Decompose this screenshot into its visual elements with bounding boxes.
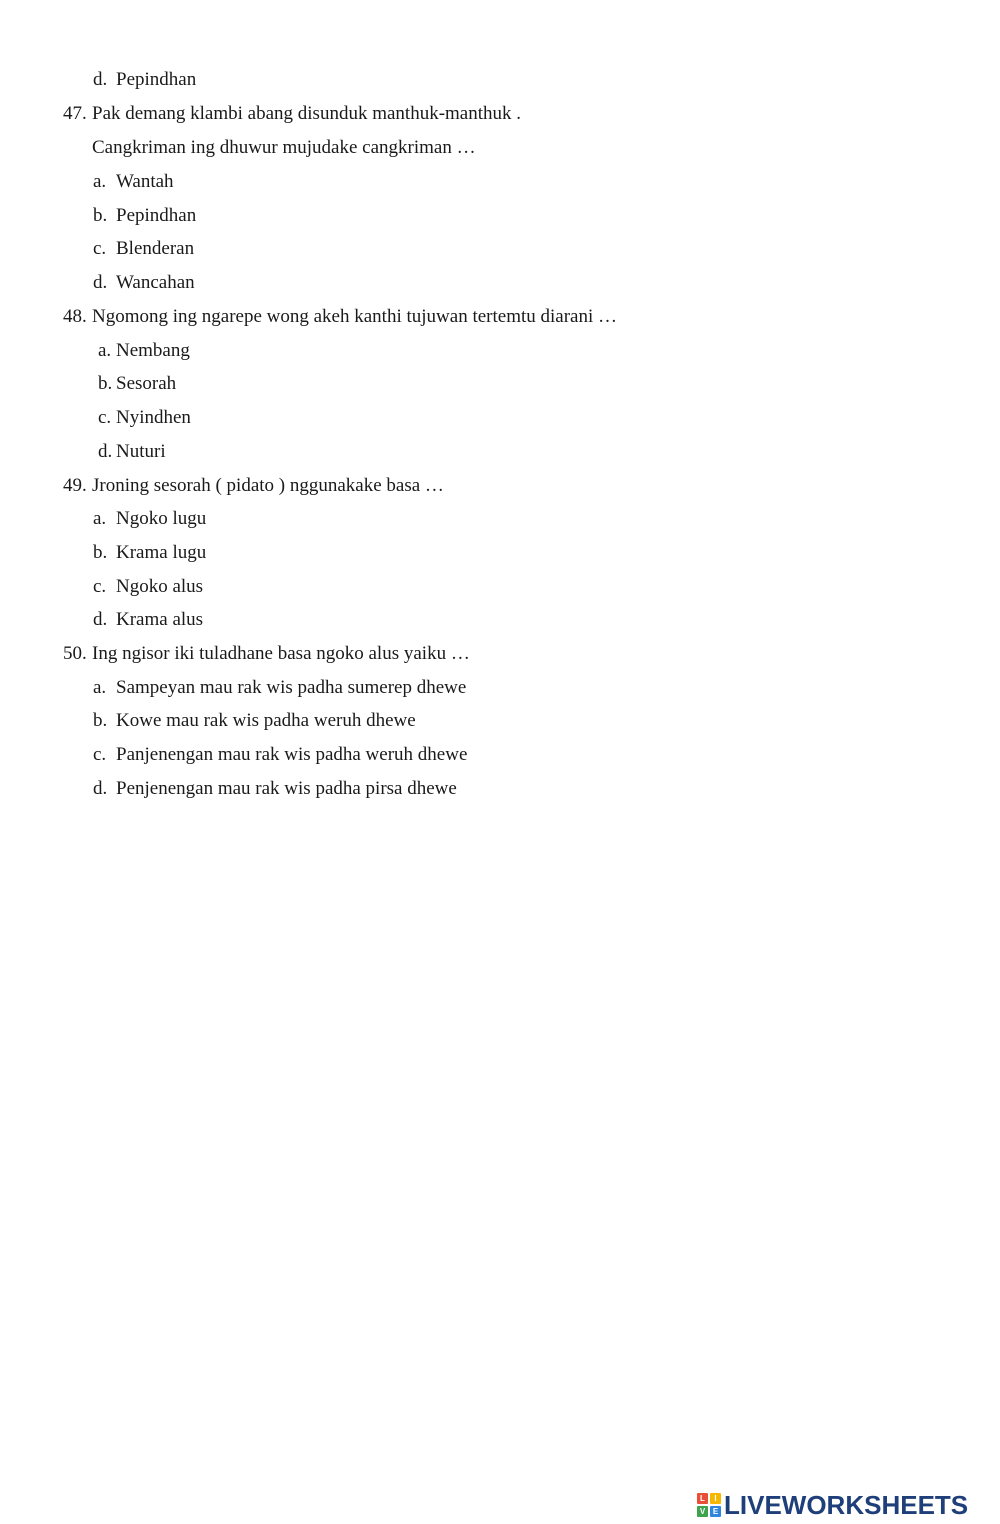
option-label: c.	[93, 576, 107, 597]
logo-letter-v: V	[697, 1506, 708, 1517]
option-label: c.	[93, 744, 107, 765]
option-d-q48	[98, 440, 166, 464]
question-47	[63, 102, 521, 126]
option-text: Nuturi	[116, 441, 166, 462]
option-label: d.	[98, 441, 113, 462]
question-text: Ing ngisor iki tuladhane basa ngoko alus yaiku …	[92, 643, 470, 664]
option-label: b.	[93, 205, 108, 226]
option-text: Pepindhan	[116, 205, 197, 226]
option-b-q48	[98, 372, 176, 396]
logo-letter-e: E	[710, 1506, 721, 1517]
option-d-q50	[93, 777, 457, 801]
option-a-q50	[93, 676, 466, 700]
liveworksheets-logo	[697, 1490, 968, 1520]
option-label: d.	[93, 778, 108, 799]
option-label: c.	[98, 407, 112, 428]
option-text: Krama lugu	[116, 542, 207, 563]
question-number: 49.	[63, 475, 87, 496]
option-text: Ngoko alus	[116, 576, 204, 597]
option-text: Sampeyan mau rak wis padha sumerep dhewe	[116, 677, 467, 698]
logo-wordmark: LIVEWORKSHEETS	[724, 1489, 969, 1520]
option-label: a.	[93, 508, 107, 529]
option-b-q50	[93, 709, 416, 733]
option-d-q46	[93, 68, 196, 92]
question-text: Pak demang klambi abang disunduk manthuk-manthuk .	[92, 103, 522, 124]
option-label: d.	[93, 272, 108, 293]
option-d-q47	[93, 271, 195, 295]
question-50	[63, 642, 470, 666]
option-text: Wantah	[116, 171, 174, 192]
option-b-q47	[93, 204, 196, 228]
option-text: Wancahan	[116, 272, 195, 293]
question-47-continuation	[92, 136, 476, 160]
logo-letter-l: L	[697, 1493, 708, 1504]
question-49	[63, 474, 444, 498]
question-text: Jroning sesorah ( pidato ) nggunakake basa …	[92, 475, 444, 496]
liveworksheets-logo-icon	[697, 1493, 721, 1517]
option-c-q47	[93, 237, 194, 261]
option-text: Krama alus	[116, 609, 204, 630]
option-label: b.	[93, 710, 108, 731]
option-label: a.	[98, 340, 112, 361]
option-text: Penjenengan mau rak wis padha pirsa dhewe	[116, 778, 457, 799]
option-text: Nembang	[116, 340, 190, 361]
option-text: Panjenengan mau rak wis padha weruh dhewe	[116, 744, 468, 765]
option-text: Pepindhan	[116, 69, 197, 90]
option-text: Kowe mau rak wis padha weruh dhewe	[116, 710, 416, 731]
option-text: Ngoko lugu	[116, 508, 207, 529]
option-a-q48	[98, 339, 190, 363]
logo-letter-i: I	[710, 1493, 721, 1504]
question-text: Ngomong ing ngarepe wong akeh kanthi tujuwan tertemtu diarani …	[92, 306, 618, 327]
question-number: 47.	[63, 103, 87, 124]
option-label: d.	[93, 69, 108, 90]
option-c-q49	[93, 575, 203, 599]
option-a-q47	[93, 170, 174, 194]
option-c-q48	[98, 406, 191, 430]
option-text: Blenderan	[116, 238, 195, 259]
question-number: 48.	[63, 306, 87, 327]
question-48	[63, 305, 617, 329]
option-d-q49	[93, 608, 203, 632]
option-label: a.	[93, 171, 107, 192]
option-text: Nyindhen	[116, 407, 191, 428]
option-b-q49	[93, 541, 206, 565]
option-c-q50	[93, 743, 467, 767]
option-label: d.	[93, 609, 108, 630]
question-number: 50.	[63, 643, 87, 664]
option-a-q49	[93, 507, 206, 531]
option-text: Sesorah	[116, 373, 177, 394]
question-text: Cangkriman ing dhuwur mujudake cangkriman …	[92, 137, 476, 158]
option-label: b.	[98, 373, 113, 394]
option-label: b.	[93, 542, 108, 563]
option-label: a.	[93, 677, 107, 698]
option-label: c.	[93, 238, 107, 259]
